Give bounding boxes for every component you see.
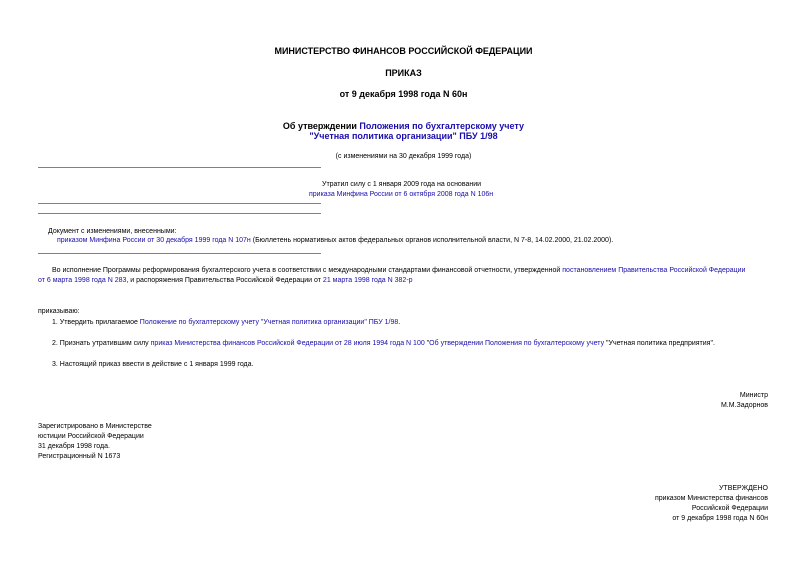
approved-line4: от 9 декабря 1998 года N 60н: [672, 515, 768, 522]
signature-title: Министр: [739, 392, 768, 399]
registration-line1: Зарегистрировано в Министерстве: [38, 423, 152, 430]
divider: [38, 213, 321, 214]
item-2-link-regulation[interactable]: Об утверждении Положения по бухгалтерскому учету: [429, 340, 605, 347]
approved-heading: УТВЕРЖДЕНО: [718, 485, 768, 492]
preamble-line2: [38, 276, 413, 286]
item-1-text: 1. Утвердить прилагаемое: [52, 319, 140, 326]
item-2-link-order[interactable]: приказ Министерства финансов Российской Федерации от 28 июля 1994 года N 100: [150, 340, 425, 347]
preamble-link-resolution[interactable]: постановлением Правительства Российской Федерации: [562, 267, 746, 274]
approved-line2: приказом Министерства финансов: [654, 495, 768, 502]
signature-name: М.М.Задорнов: [720, 402, 768, 409]
title-prefix: Об утверждении: [282, 121, 360, 131]
ministry-heading: МИНИСТЕРСТВО ФИНАНСОВ РОССИЙСКОЙ ФЕДЕРАЦИИ: [274, 46, 533, 56]
item-3: 3. Настоящий приказ ввести в действие с 1 января 1999 года.: [52, 361, 254, 368]
expired-link[interactable]: приказа Минфина России от 6 октября 2008 года N 106н: [309, 191, 494, 198]
doc-type-heading: ПРИКАЗ: [385, 68, 422, 78]
item-2-end: "Учетная политика предприятия".: [604, 340, 715, 347]
divider: [38, 167, 321, 168]
preamble-text2: , и распоряжения Правительства Российской Федерации от: [126, 277, 323, 284]
title-link-pbu[interactable]: "Учетная политика организации" ПБУ 1/98: [309, 131, 498, 141]
changes-label: Документ с изменениями, внесенными:: [48, 228, 177, 235]
item-2: [52, 339, 715, 349]
preamble-line1: [52, 266, 745, 276]
title-link-regulation[interactable]: Положения по бухгалтерскому учету: [359, 121, 525, 131]
approved-line3: Российской Федерации: [691, 505, 768, 512]
divider: [38, 253, 321, 254]
registration-line4: Регистрационный N 1673: [38, 453, 121, 460]
preamble-link-decree[interactable]: 21 марта 1998 года N 382-р: [322, 277, 413, 284]
item-1-end: .: [398, 319, 401, 326]
registration-line3: 31 декабря 1998 года.: [38, 443, 110, 450]
divider: [38, 203, 321, 204]
registration-line2: юстиции Российской Федерации: [38, 433, 144, 440]
item-2-text: 2. Признать утратившим силу: [52, 340, 151, 347]
preamble-link-resolution-date[interactable]: от 6 марта 1998 года N 283: [38, 277, 127, 284]
item-2-mid: ": [424, 340, 430, 347]
expired-note: Утратил силу с 1 января 2009 года на основании: [322, 181, 482, 188]
changes-line: [57, 236, 613, 246]
doc-date-heading: от 9 декабря 1998 года N 60н: [339, 89, 468, 99]
changes-link[interactable]: приказом Минфина России от 30 декабря 1999 года N 107н: [57, 237, 251, 244]
item-1: [52, 318, 400, 328]
preamble-text1: Во исполнение Программы реформирования бухгалтерского учета в соответствии с международными стандартами финансовой отчетности, утвержденной: [52, 267, 563, 274]
amendment-note: (с изменениями на 30 декабря 1999 года): [335, 153, 472, 160]
item-1-link[interactable]: Положение по бухгалтерскому учету "Учетная политика организации" ПБУ 1/98: [139, 319, 399, 326]
order-word: приказываю:: [38, 308, 80, 315]
changes-tail: (Бюллетень нормативных актов федеральных органов исполнительной власти, N 7-8, 14.02.2000, 21.02.2000).: [250, 237, 614, 244]
